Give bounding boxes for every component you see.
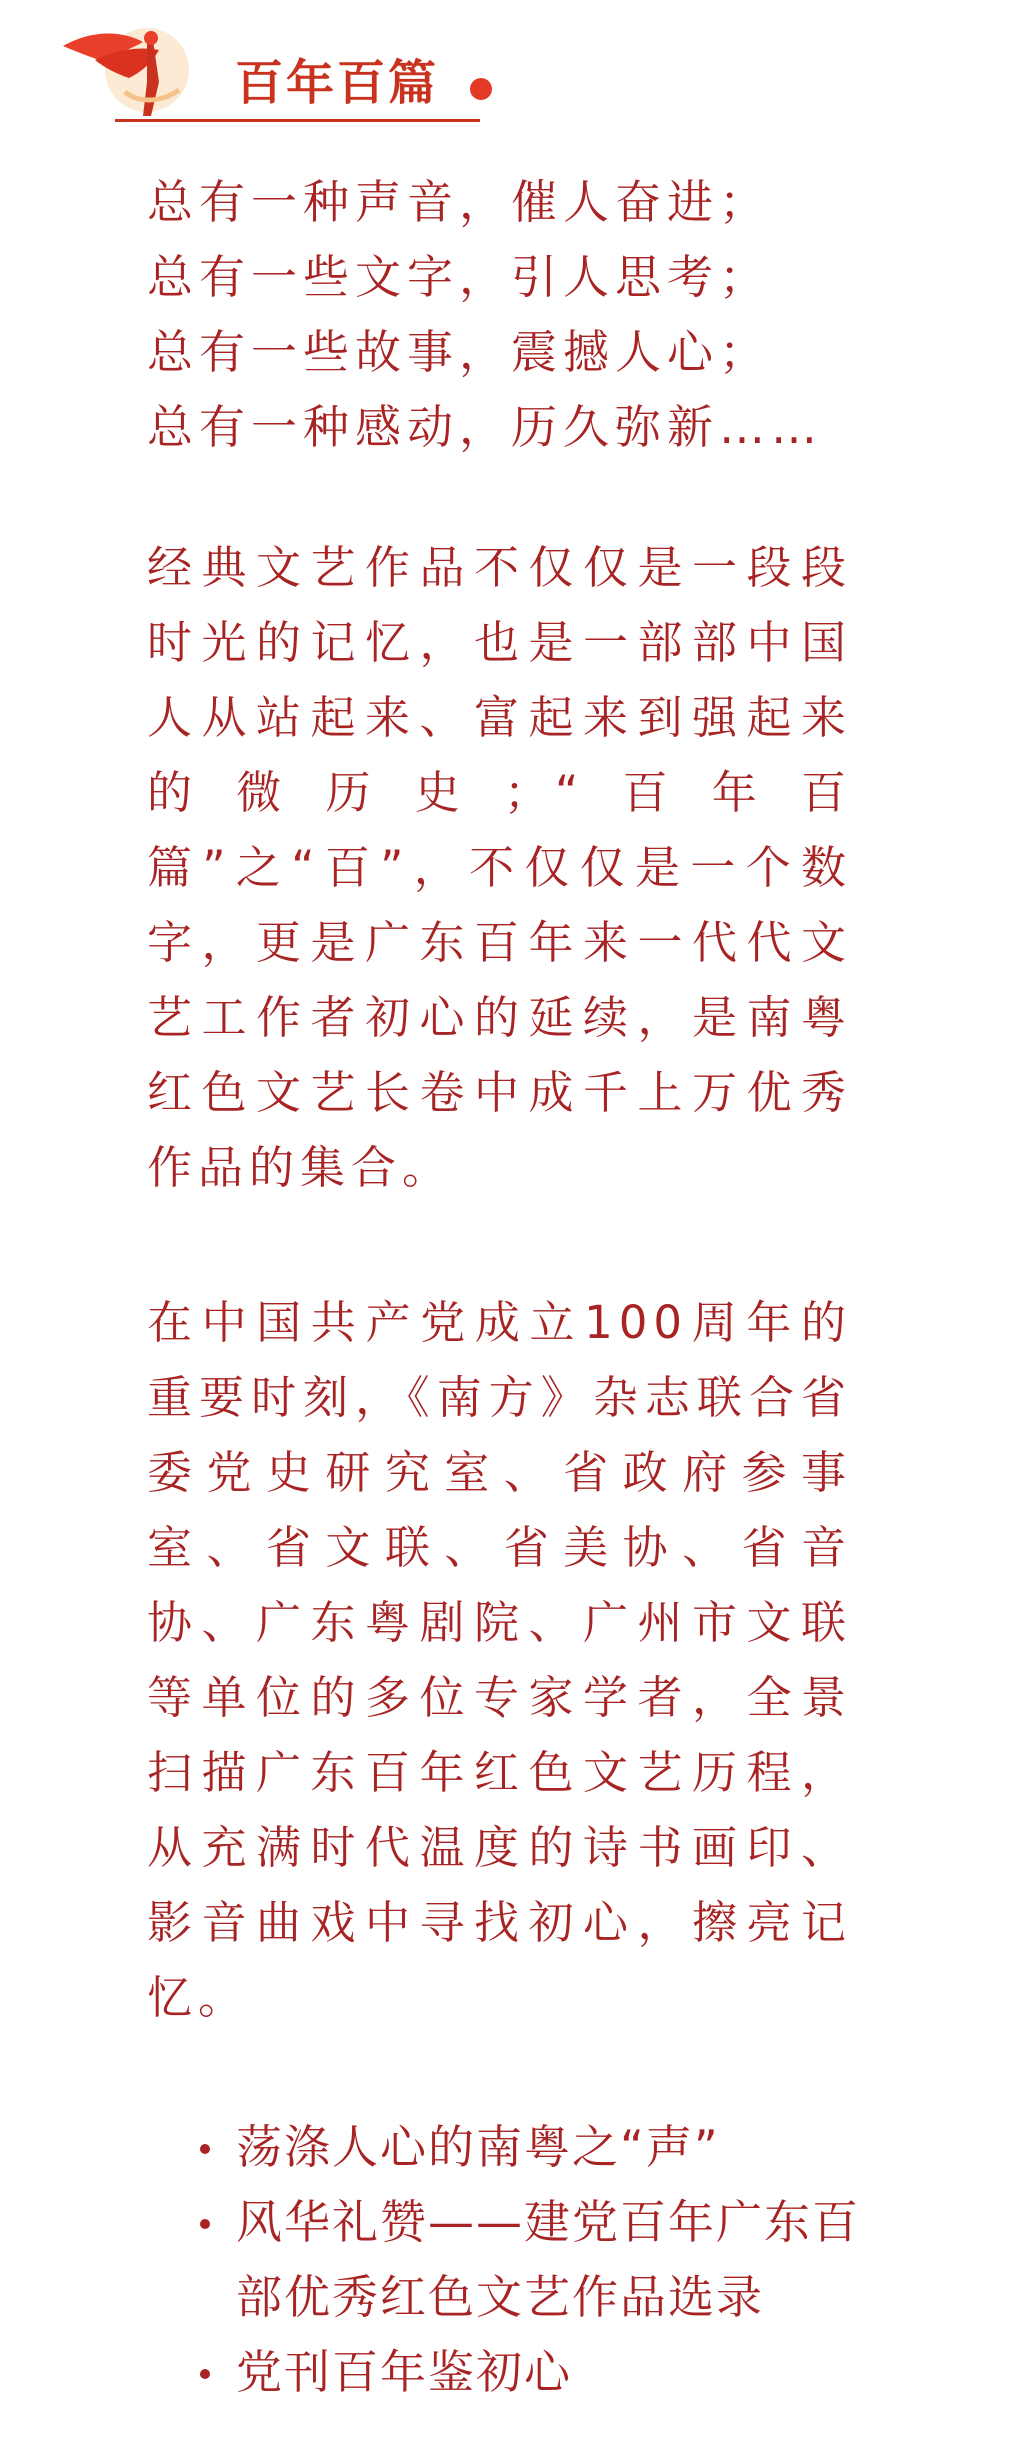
body-paragraph-classics: 经典文艺作品不仅仅是一段段时光的记忆，也是一部部中国人从站起来、富起来到强起来的微历史；“百年百篇”之“百”，不仅仅是一个数字，更是广东百年来一代代文艺工作者初心的延续，是南粤红色文艺长卷中成千上万优秀作品的集合。 <box>147 541 852 1194</box>
related-article-link[interactable] <box>200 2110 900 2185</box>
related-article-link[interactable] <box>200 2185 900 2335</box>
intro-poem <box>147 165 907 465</box>
bullet-icon <box>200 2369 210 2379</box>
title-underline <box>115 119 480 122</box>
bullet-icon <box>200 2219 210 2229</box>
related-article-title[interactable]: 风华礼赞——建党百年广东百部优秀红色文艺作品选录 <box>236 2195 860 2324</box>
related-article-title[interactable]: 荡涤人心的南粤之“声” <box>236 2120 720 2174</box>
intro-line: 总有一种感动，历久弥新…… <box>147 400 823 454</box>
section-header <box>55 20 505 130</box>
bullet-icon <box>200 2144 210 2154</box>
intro-line: 总有一种声音，催人奋进； <box>147 175 771 229</box>
related-article-title[interactable]: 党刊百年鉴初心 <box>236 2345 572 2399</box>
body-paragraph-centennial: 在中国共产党成立100周年的重要时刻，《南方》杂志联合省委党史研究室、省政府参事室、省文联、省美协、省音协、广东粤剧院、广州市文联等单位的多位专家学者，全景扫描广东百年红色文艺历程，从充满时代温度的诗书画印、影音曲戏中寻找初心，擦亮记忆。 <box>147 1296 852 2024</box>
red-dot-icon <box>470 78 492 100</box>
section-title: 百年百篇 <box>235 55 440 111</box>
intro-line: 总有一些文字，引人思考； <box>147 250 771 304</box>
red-flag-emblem-icon <box>55 20 215 130</box>
related-article-link[interactable] <box>200 2335 900 2410</box>
intro-line: 总有一些故事，震撼人心； <box>147 325 771 379</box>
related-articles-list <box>200 2110 900 2410</box>
